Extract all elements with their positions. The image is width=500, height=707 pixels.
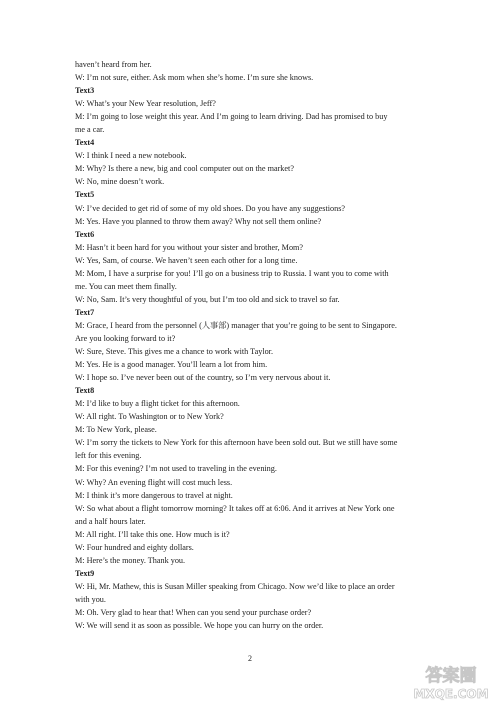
text-line: and a half hours later. <box>75 516 146 526</box>
section-heading: Text5 <box>75 190 95 200</box>
text-line: M: Hasn’t it been hard for you without your sister and brother, Mom? <box>75 242 304 252</box>
section-heading: Text8 <box>75 386 95 396</box>
text-line: W: I’ve decided to get rid of some of my old shoes. Do you have any suggestions? <box>75 203 346 213</box>
text-line: W: No, mine doesn’t work. <box>75 177 165 187</box>
text-line: M: I’d like to buy a flight ticket for this afternoon. <box>75 399 240 409</box>
section-heading: Text9 <box>75 568 95 578</box>
text-line: M: Yes. Have you planned to throw them away? Why not sell them online? <box>75 216 322 226</box>
text-line: M: For this evening? I’m not used to traveling in the evening. <box>75 464 277 474</box>
text-line: Are you looking forward to it? <box>75 333 176 343</box>
section-heading: Text6 <box>75 229 95 239</box>
text-line: me. You can meet them finally. <box>75 281 177 291</box>
text-line: M: Grace, I heard from the personnel (人事部) manager that you’re going to be sent to Singapore. <box>75 320 397 330</box>
text-line: W: What’s your New Year resolution, Jeff? <box>75 99 216 109</box>
text-line: W: Hi, Mr. Mathew, this is Susan Miller speaking from Chicago. Now we’d like to place an order <box>75 581 395 591</box>
text-line: W: All right. To Washington or to New York? <box>75 412 224 422</box>
text-line: M: Oh. Very glad to hear that! When can you send your purchase order? <box>75 607 312 617</box>
watermark-line-2: MXQE.COM <box>413 687 489 701</box>
text-line: M: Why? Is there a new, big and cool computer out on the market? <box>75 164 294 174</box>
section-heading: Text3 <box>75 86 95 96</box>
text-line: W: Yes, Sam, of course. We haven’t seen each other for a long time. <box>75 255 298 265</box>
text-line: with you. <box>75 594 106 604</box>
document-body <box>75 58 425 632</box>
text-line: W: We will send it as soon as possible. We hope you can hurry on the order. <box>75 621 324 631</box>
watermark-logo <box>408 659 494 703</box>
text-line: W: Sure, Steve. This gives me a chance to work with Taylor. <box>75 347 274 357</box>
text-line: M: Mom, I have a surprise for you! I’ll go on a business trip to Russia. I want you to come with <box>75 268 389 278</box>
text-line: W: I’m sorry the tickets to New York for this afternoon have been sold out. But we still have some <box>75 438 398 448</box>
watermark-line-1: 答案圈 <box>425 666 477 686</box>
text-line: W: I think I need a new notebook. <box>75 151 187 161</box>
text-line: left for this evening. <box>75 451 142 461</box>
section-heading: Text7 <box>75 307 95 317</box>
text-line: W: I’m not sure, either. Ask mom when she’s home. I’m sure she knows. <box>75 73 314 83</box>
text-line: M: I think it’s more dangerous to travel at night. <box>75 490 233 500</box>
text-line: M: Here’s the money. Thank you. <box>75 555 186 565</box>
text-line: W: I hope so. I’ve never been out of the country, so I’m very nervous about it. <box>75 373 331 383</box>
text-line: M: All right. I’ll take this one. How much is it? <box>75 529 230 539</box>
text-line: W: Why? An evening flight will cost much less. <box>75 477 233 487</box>
text-line: W: So what about a flight tomorrow morning? It takes off at 6:06. And it arrives at New York one <box>75 503 395 513</box>
text-line: M: I’m going to lose weight this year. And I’m going to learn driving. Dad has promised to buy <box>75 112 388 122</box>
text-line: M: To New York, please. <box>75 425 157 435</box>
section-heading: Text4 <box>75 138 95 148</box>
text-line: me a car. <box>75 125 105 135</box>
text-line: M: Yes. He is a good manager. You’ll learn a lot from him. <box>75 360 268 370</box>
text-line: W: No, Sam. It’s very thoughtful of you, but I’m too old and sick to travel so far. <box>75 294 340 304</box>
text-line: haven’t heard from her. <box>75 60 152 69</box>
text-line: W: Four hundred and eighty dollars. <box>75 542 194 552</box>
page-number: 2 <box>248 654 252 663</box>
